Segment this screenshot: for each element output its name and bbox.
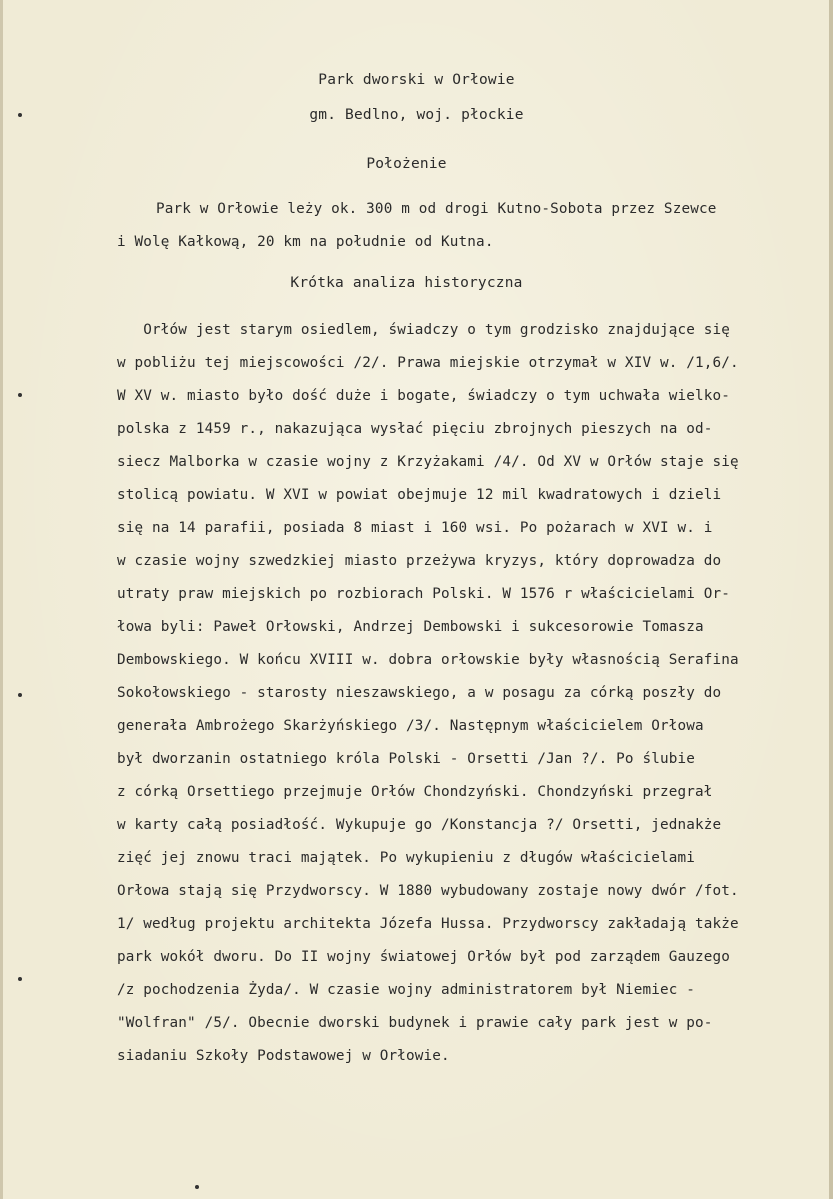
document-subtitle: gm. Bedlno, woj. płockie [309, 107, 524, 123]
text-line: siadaniu Szkoły Podstawowej w Orłowie. [117, 1048, 450, 1064]
text-line: 1/ według projektu architekta Józefa Hussa. Przydworscy zakładają także [117, 916, 739, 932]
page-edge-right [829, 0, 833, 1199]
text-line: Dembowskiego. W końcu XVIII w. dobra orłowskie były własnością Serafina [117, 652, 739, 668]
text-line: się na 14 parafii, posiada 8 miast i 160 wsi. Po pożarach w XVI w. i [117, 520, 713, 536]
text-line: W XV w. miasto było dość duże i bogate, świadczy o tym uchwała wielko- [117, 388, 731, 404]
document-title: Park dworski w Orłowie [318, 72, 515, 88]
text-line: zięć jej znowu traci majątek. Po wykupieniu z długów właścicielami [117, 850, 695, 866]
text-line: z córką Orsettiego przejmuje Orłów Chondzyński. Chondzyński przegrał [117, 784, 713, 800]
text-line: w czasie wojny szwedzkiej miasto przeżywa kryzys, który doprowadza do [117, 553, 722, 569]
text-line: łowa byli: Paweł Orłowski, Andrzej Dembowski i sukcesorowie Tomasza [117, 619, 704, 635]
text-line: park wokół dworu. Do II wojny światowej Orłów był pod zarządem Gauzego [117, 949, 731, 965]
section-heading-history: Krótka analiza historyczna [290, 275, 523, 291]
text-line: "Wolfran" /5/. Obecnie dworski budynek i prawie cały park jest w po- [117, 1015, 713, 1031]
text-line: /z pochodzenia Żyda/. W czasie wojny administratorem był Niemiec - [117, 982, 695, 998]
text-line: i Wolę Kałkową, 20 km na południe od Kutna. [117, 234, 494, 250]
margin-mark [18, 393, 22, 397]
text-line: Sokołowskiego - starosty nieszawskiego, a w posagu za córką poszły do [117, 685, 722, 701]
text-line: Orłowa stają się Przydworscy. W 1880 wybudowany zostaje nowy dwór /fot. [117, 883, 739, 899]
text-line: stolicą powiatu. W XVI w powiat obejmuje 12 mil kwadratowych i dzieli [117, 487, 722, 503]
section-heading-location: Położenie [366, 156, 447, 172]
text-line: polska z 1459 r., nakazująca wysłać pięciu zbrojnych pieszych na od- [117, 421, 713, 437]
margin-mark [195, 1185, 199, 1189]
margin-mark [18, 693, 22, 697]
margin-mark [18, 977, 22, 981]
page-edge-left [0, 0, 3, 1199]
text-line: Orłów jest starym osiedlem, świadczy o tym grodzisko znajdujące się [117, 322, 731, 338]
text-line: Park w Orłowie leży ok. 300 m od drogi Kutno-Sobota przez Szewce [156, 201, 717, 217]
text-line: generała Ambrożego Skarżyńskiego /3/. Następnym właścicielem Orłowa [117, 718, 704, 734]
text-line: był dworzanin ostatniego króla Polski - Orsetti /Jan ?/. Po ślubie [117, 751, 695, 767]
text-line: siecz Malborka w czasie wojny z Krzyżakami /4/. Od XV w Orłów staje się [117, 454, 739, 470]
text-line: w karty całą posiadłość. Wykupuje go /Konstancja ?/ Orsetti, jednakże [117, 817, 722, 833]
text-line: w pobliżu tej miejscowości /2/. Prawa miejskie otrzymał w XIV w. /1,6/. [117, 355, 739, 371]
text-line: utraty praw miejskich po rozbiorach Polski. W 1576 r właścicielami Or- [117, 586, 731, 602]
